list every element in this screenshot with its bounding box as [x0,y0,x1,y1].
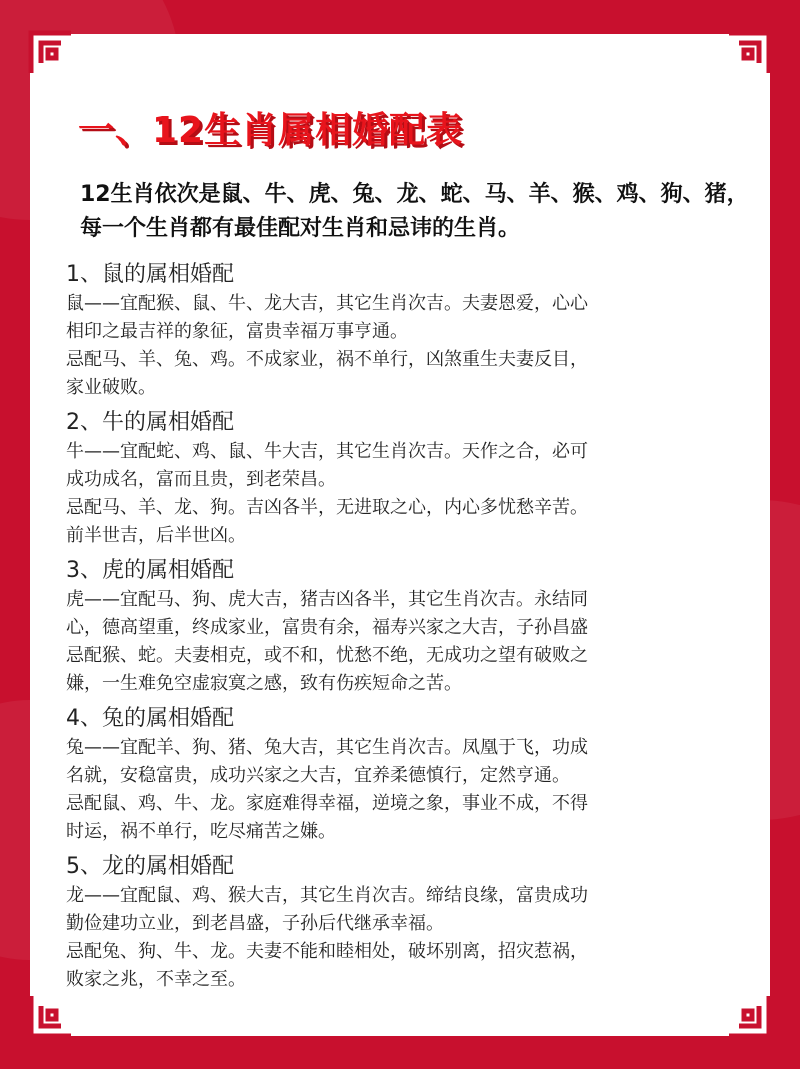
section-rabbit [66,704,746,846]
section-line: 忌配马、羊、兔、鸡。不成家业，祸不单行，凶煞重生夫妻反目， [66,349,588,370]
intro-paragraph: 12生肖依次是鼠、牛、虎、兔、龙、蛇、马、羊、猴、鸡、狗、猪，每一个生肖都有最佳配对生肖和忌讳的生肖。 [80,182,749,241]
section-line: 虎——宜配马、狗、虎大吉，猪吉凶各半，其它生肖次吉。永结同 [66,589,588,610]
section-tiger [66,556,746,698]
section-line: 家业破败。 [66,377,156,398]
section-heading: 3、虎的属相婚配 [66,558,234,583]
section-heading: 1、鼠的属相婚配 [66,262,234,287]
section-line: 时运，祸不单行，吃尽痛苦之嫌。 [66,821,336,842]
section-line: 忌配鼠、鸡、牛、龙。家庭难得幸福，逆境之象，事业不成，不得 [66,793,588,814]
section-line: 牛——宜配蛇、鸡、鼠、牛大吉，其它生肖次吉。天作之合，必可 [66,441,588,462]
section-line: 勤俭建功立业，到老昌盛，子孙后代继承幸福。 [66,913,444,934]
section-line: 名就，安稳富贵，成功兴家之大吉，宜养柔德慎行，定然亨通。 [66,765,570,786]
section-line: 相印之最吉祥的象征，富贵幸福万事亨通。 [66,321,408,342]
section-line: 鼠——宜配猴、鼠、牛、龙大吉，其它生肖次吉。夫妻恩爱，心心 [66,293,588,314]
section-ox [66,408,746,550]
corner-ornament-icon [28,30,74,76]
section-line: 忌配马、羊、龙、狗。吉凶各半，无进取之心，内心多忧愁辛苦。 [66,497,588,518]
section-line: 兔——宜配羊、狗、猪、兔大吉，其它生肖次吉。凤凰于飞，功成 [66,737,588,758]
section-line: 前半世吉，后半世凶。 [66,525,246,546]
section-line: 心，德高望重，终成家业，富贵有余，福寿兴家之大吉，子孙昌盛 [66,617,588,638]
section-line: 败家之兆，不幸之至。 [66,969,246,990]
section-line: 忌配猴、蛇。夫妻相克，或不和，忧愁不绝，无成功之望有破败之 [66,645,588,666]
section-heading: 2、牛的属相婚配 [66,410,234,435]
section-dragon [66,852,746,994]
section-line: 龙——宜配鼠、鸡、猴大吉，其它生肖次吉。缔结良缘，富贵成功 [66,885,588,906]
section-line: 成功成名，富而且贵，到老荣昌。 [66,469,336,490]
corner-ornament-icon [726,30,772,76]
section-heading: 4、兔的属相婚配 [66,706,234,731]
page-title: 一、12生肖属相婚配表 [78,110,464,151]
section-heading: 5、龙的属相婚配 [66,854,234,879]
section-rat [66,260,746,402]
section-line: 嫌，一生难免空虚寂寞之感，致有伤疾短命之苦。 [66,673,462,694]
sections-list [66,260,746,1000]
section-line: 忌配兔、狗、牛、龙。夫妻不能和睦相处，破坏别离，招灾惹祸， [66,941,588,962]
